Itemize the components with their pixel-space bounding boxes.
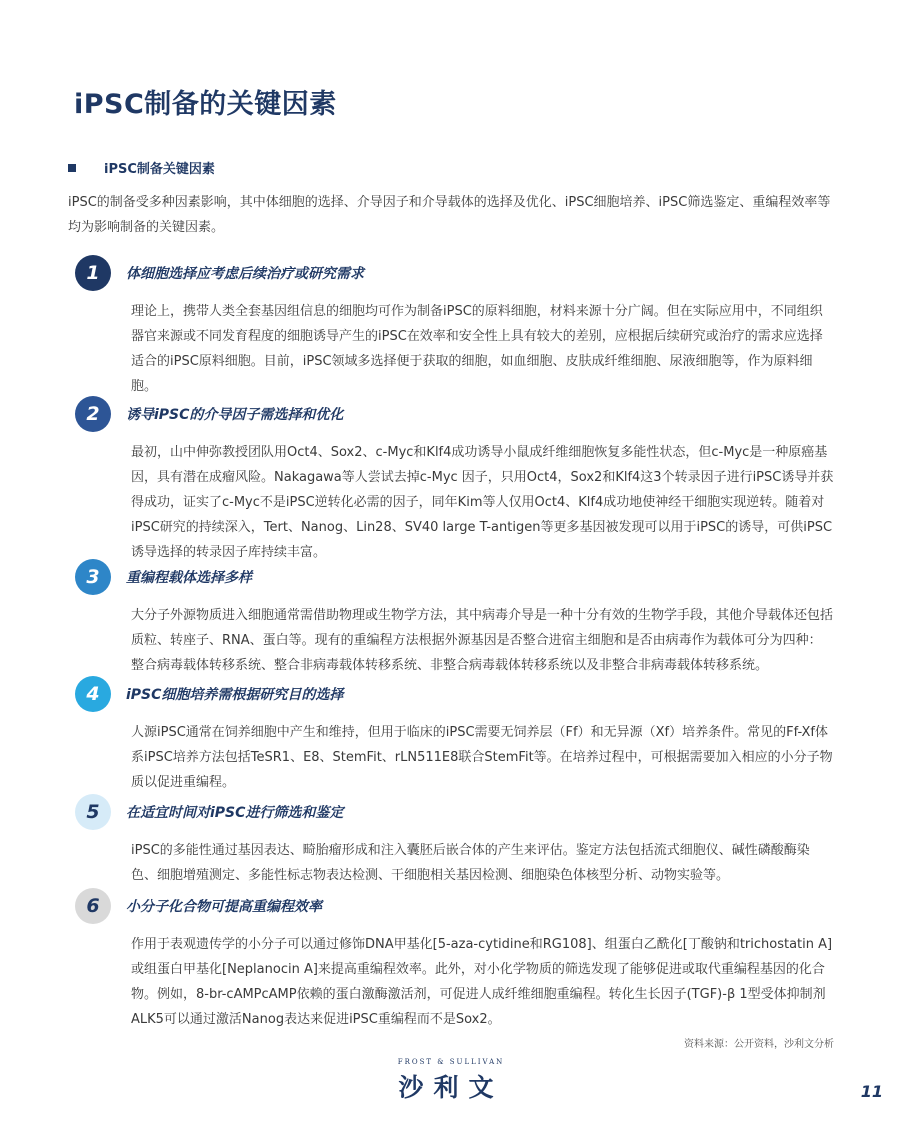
factor-6 <box>75 888 835 1032</box>
number-badge: 2 <box>75 396 111 432</box>
factor-4 <box>75 676 835 795</box>
factor-5 <box>75 794 835 888</box>
factor-body: 最初，山中伸弥教授团队用Oct4、Sox2、c-Myc和Klf4成功诱导小鼠成纤维细胞恢复多能性状态，但c-Myc是一种原癌基因，具有潜在成瘤风险。Nakagawa等人尝试去掉c-Myc 因子，只用Oct4，Sox2和Klf4这3个转录因子进行iPSC诱导并获得成功，证实了c-Myc不是iPSC逆转化必需的因子，同年Kim等人仅用Oct4、Klf4成功地使神经干细胞实现逆转。随着对iPSC研究的持续深入，Tert、Nanog、Lin28、SV40 large T-antigen等更多基因被发现可以用于iPSC的诱导，可供iPSC诱导选择的转录因子库持续丰富。 <box>131 445 834 560</box>
section-heading-text: iPSC制备关键因素 <box>104 162 215 177</box>
factor-title: 体细胞选择应考虑后续治疗或研究需求 <box>126 266 364 282</box>
factor-body: 理论上，携带人类全套基因组信息的细胞均可作为制备iPSC的原料细胞，材料来源十分广阔。但在实际应用中，不同组织器官来源或不同发育程度的细胞诱导产生的iPSC在效率和安全性上具有较大的差别，应根据后续研究或治疗的需求应选择适合的iPSC原料细胞。目前，iPSC领域多选择便于获取的细胞，如血细胞、皮肤成纤维细胞、尿液细胞等，作为原料细胞。 <box>131 304 823 394</box>
factor-title: iPSC细胞培养需根据研究目的选择 <box>126 687 344 703</box>
factor-title: 小分子化合物可提高重编程效率 <box>126 899 322 915</box>
number-badge: 1 <box>75 255 111 291</box>
logo-chinese: 沙利文 <box>398 1073 504 1102</box>
number-badge: 6 <box>75 888 111 924</box>
page-number: 11 <box>860 1082 883 1101</box>
page-title: iPSC制备的关键因素 <box>74 89 337 120</box>
factor-1 <box>75 255 835 399</box>
square-bullet-icon <box>68 164 76 172</box>
number-badge: 3 <box>75 559 111 595</box>
factor-title: 诱导iPSC的介导因子需选择和优化 <box>126 407 344 423</box>
factor-3 <box>75 559 835 678</box>
logo-english: FROST & SULLIVAN <box>397 1058 505 1066</box>
factor-body: 作用于表观遗传学的小分子可以通过修饰DNA甲基化[5-aza-cytidine和RG108]、组蛋白乙酰化[丁酸钠和trichostatin A]或组蛋白甲基化[Neplanocin A]来提高重编程效率。此外，对小化学物质的筛选发现了能够促进或取代重编程基因的化合物。例如，8-br-cAMPcAMP依赖的蛋白激酶激活剂，可促进人成纤维细胞重编程。转化生长因子(TGF)-β 1型受体抑制剂ALK5可以通过激活Nanog表达来促进iPSC重编程而不是Sox2。 <box>131 937 833 1027</box>
factor-2 <box>75 396 835 565</box>
source-note: 资料来源：公开资料，沙利文分析 <box>684 1039 834 1050</box>
company-logo <box>386 1058 516 1104</box>
number-badge: 5 <box>75 794 111 830</box>
factor-body: iPSC的多能性通过基因表达、畸胎瘤形成和注入囊胚后嵌合体的产生来评估。鉴定方法包括流式细胞仪、碱性磷酸酶染色、细胞增殖测定、多能性标志物表达检测、干细胞相关基因检测、细胞染色体核型分析、动物实验等。 <box>131 843 810 883</box>
number-badge: 4 <box>75 676 111 712</box>
intro-paragraph: iPSC的制备受多种因素影响，其中体细胞的选择、介导因子和介导载体的选择及优化、iPSC细胞培养、iPSC筛选鉴定、重编程效率等均为影响制备的关键因素。 <box>68 195 831 235</box>
factor-body: 大分子外源物质进入细胞通常需借助物理或生物学方法，其中病毒介导是一种十分有效的生物学手段，其他介导载体还包括质粒、转座子、RNA、蛋白等。现有的重编程方法根据外源基因是否整合进宿主细胞和是否由病毒作为载体可分为四种：整合病毒载体转移系统、整合非病毒载体转移系统、非整合病毒载体转移系统以及非整合非病毒载体转移系统。 <box>131 608 834 673</box>
factor-title: 重编程载体选择多样 <box>126 570 252 586</box>
section-heading <box>68 158 215 177</box>
factor-title: 在适宜时间对iPSC进行筛选和鉴定 <box>126 805 344 821</box>
factor-body: 人源iPSC通常在饲养细胞中产生和维持，但用于临床的iPSC需要无饲养层（Ff）和无异源（Xf）培养条件。常见的Ff-Xf体系iPSC培养方法包括TeSR1、E8、StemFit、rLN511E8联合StemFit等。在培养过程中，可根据需要加入相应的小分子物质以促进重编程。 <box>131 725 833 790</box>
